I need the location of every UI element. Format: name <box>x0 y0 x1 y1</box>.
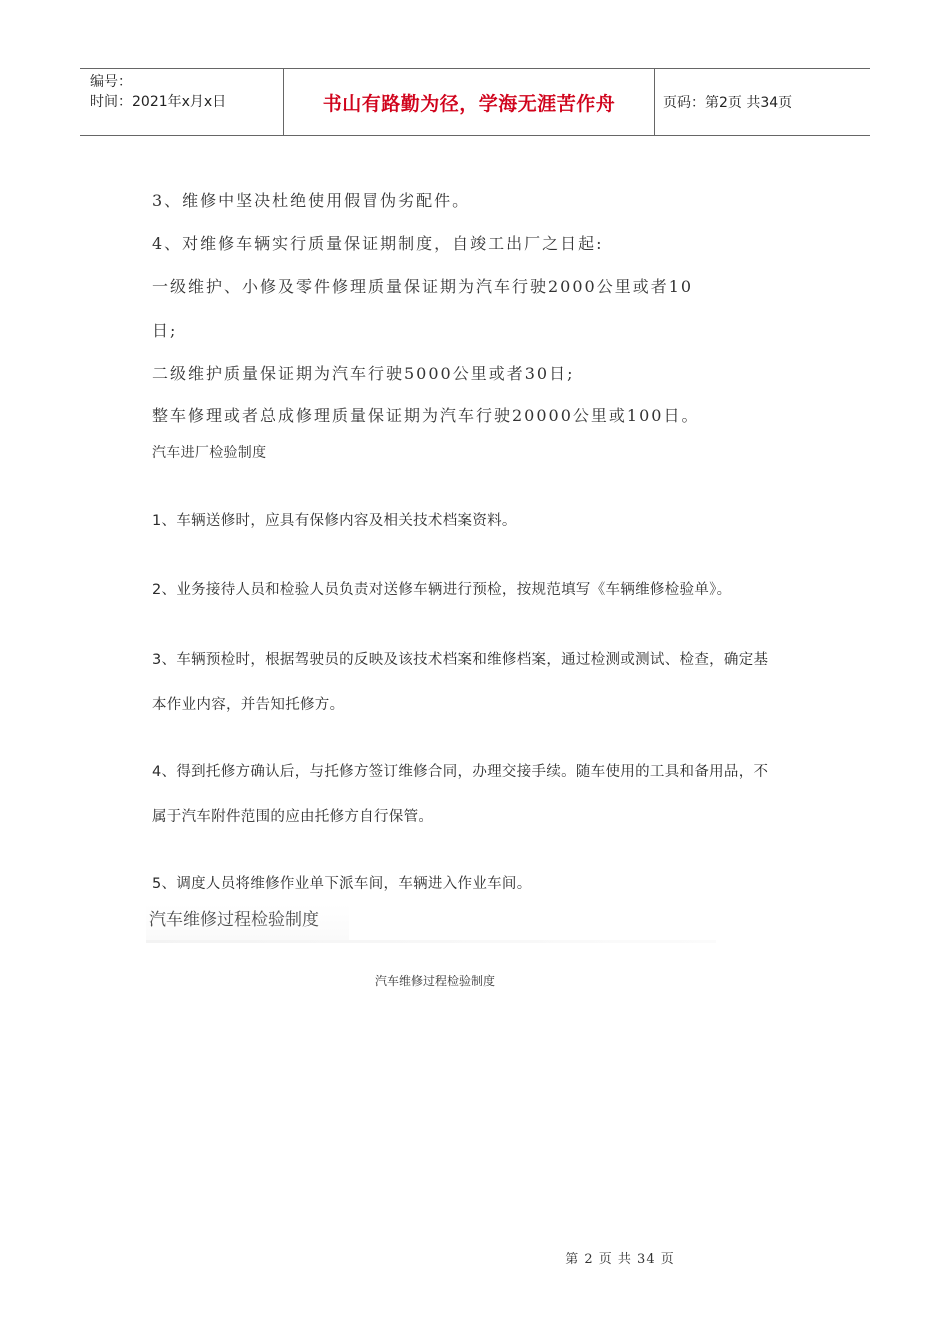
scan-line: 3、车辆预检时，根据驾驶员的反映及该技术档案和维修档案，通过检测或测试、检查，确定基 <box>152 652 769 668</box>
scan-line: 2、业务接待人员和检验人员负责对送修车辆进行预检，按规范填写《车辆维修检验单》。 <box>152 582 732 598</box>
scan-line: 5、调度人员将维修作业单下派车间，车辆进入作业车间。 <box>152 876 532 892</box>
header-meta <box>80 69 283 135</box>
scan-section-title: 汽车进厂检验制度 <box>152 445 267 461</box>
scan-line: 属于汽车附件范围的应由托修方自行保管。 <box>152 809 434 825</box>
scan-line: 本作业内容，并告知托修方。 <box>152 697 345 713</box>
caption: 汽车维修过程检验制度 <box>374 974 495 988</box>
typed-line: 整车修理或者总成修理质量保证期为汽车行驶20000公里或100日。 <box>152 406 700 425</box>
typed-line: 一级维护、小修及零件修理质量保证期为汽车行驶2000公里或者10 <box>152 277 694 296</box>
typed-line: 4、对维修车辆实行质量保证期制度，自竣工出厂之日起: <box>152 234 604 253</box>
section-divider <box>146 940 716 943</box>
scan-line: 1、车辆送修时，应具有保修内容及相关技术档案资料。 <box>152 513 517 529</box>
page-header <box>80 68 870 136</box>
header-motto: 书山有路勤为径，学海无涯苦作舟 <box>283 69 655 135</box>
document-date-label: 时间：2021年x月x日 <box>90 94 227 110</box>
typed-line: 3、维修中坚决杜绝使用假冒伪劣配件。 <box>152 191 471 210</box>
page-footer: 第 2 页 共 34 页 <box>565 1252 675 1267</box>
typed-line: 二级维护质量保证期为汽车行驶5000公里或者30日; <box>152 364 575 383</box>
typed-line: 日; <box>152 321 178 340</box>
header-page-label: 页码：第2页 共34页 <box>663 95 793 111</box>
scan-line: 4、得到托修方确认后，与托修方签订维修合同，办理交接手续。随车使用的工具和备用品，不 <box>152 764 769 780</box>
section-heading: 汽车维修过程检验制度 <box>146 904 349 940</box>
document-number-label: 编号： <box>90 74 132 90</box>
